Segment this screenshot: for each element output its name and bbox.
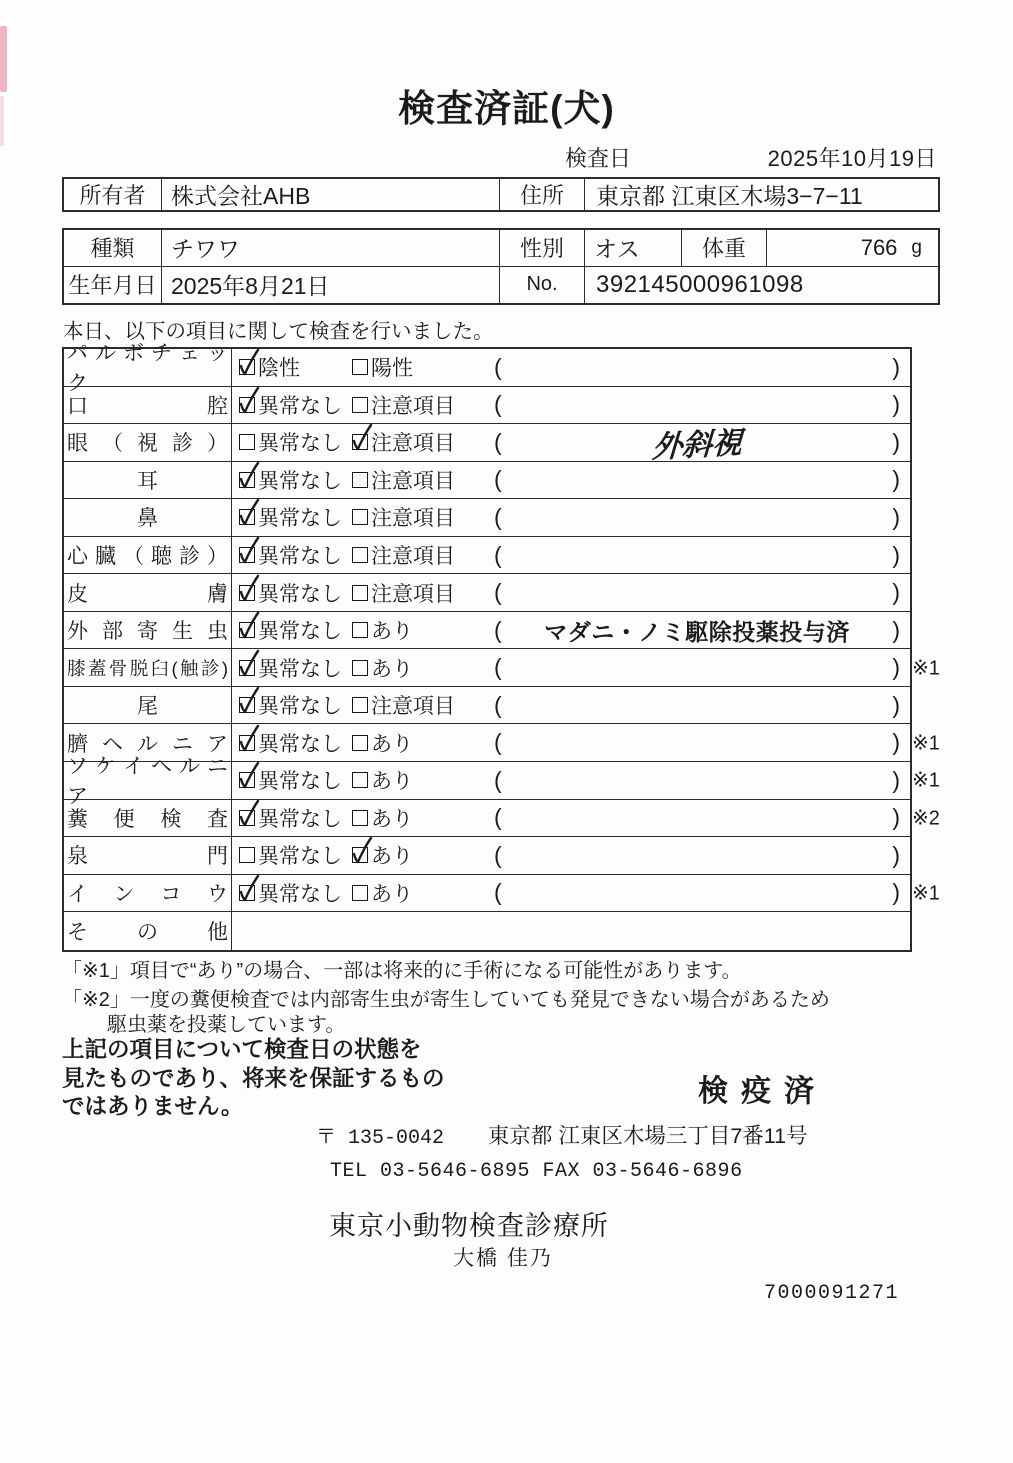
- disclaimer-text: [62, 1036, 445, 1122]
- paren-close: ): [892, 579, 900, 606]
- checklist-item-label-cell: [64, 499, 232, 536]
- checkbox-icon: [352, 885, 368, 901]
- intro-text: 本日、以下の項目に関して検査を行いました。: [63, 320, 494, 343]
- checkmark-icon: [236, 348, 262, 378]
- weight-value: 766: [860, 234, 898, 260]
- checklist-item-label: 膝蓋骨脱臼(触診): [67, 657, 228, 679]
- checkmark-icon: [349, 423, 375, 453]
- paren-close: ): [892, 616, 900, 643]
- footnote-2-continued: 駆虫薬を投薬しています。: [107, 1014, 346, 1036]
- checklist-row: [64, 687, 910, 725]
- checklist-item-label: 糞 便 検 査: [67, 807, 228, 831]
- paren-open: (: [494, 466, 502, 493]
- remarks-area: [494, 649, 900, 686]
- checkbox-icon: [239, 697, 255, 713]
- option2-label: 注意項目: [371, 545, 455, 568]
- option2-label: あり: [371, 732, 413, 756]
- remarks-text: 外斜視: [650, 425, 743, 466]
- checklist-item-content: [232, 837, 910, 874]
- option1-label: 異常なし: [258, 469, 342, 493]
- checkmark-icon: [236, 461, 262, 491]
- checkbox-icon: [352, 622, 368, 638]
- checkmark-icon: [236, 799, 262, 829]
- remarks-area: [494, 612, 900, 649]
- checklist-item-label-cell: [64, 800, 232, 837]
- option1: [239, 653, 342, 683]
- paren-open: (: [494, 616, 502, 643]
- checklist-item-label: 眼 （ 視 診 ）: [67, 432, 228, 456]
- checklist-row: [64, 912, 910, 950]
- inspection-date-row: [62, 142, 940, 170]
- checklist-item-label: 鼻: [137, 507, 158, 531]
- option2-label: 陽性: [371, 357, 413, 381]
- paren-close: ): [892, 804, 900, 831]
- checkbox-icon: [239, 735, 255, 751]
- checkbox-icon: [352, 735, 368, 751]
- paren-open: (: [494, 729, 502, 756]
- checklist-item-label-cell: [64, 342, 232, 396]
- animal-row-2: [64, 267, 938, 304]
- option2-label: 注意項目: [371, 432, 455, 456]
- option1-label: 異常なし: [258, 845, 342, 869]
- remarks-area: [494, 875, 900, 912]
- inspection-date-label: 検査日: [565, 146, 632, 171]
- option1: [239, 878, 342, 908]
- option1-label: 異常なし: [258, 882, 342, 906]
- checklist-item-content: [232, 649, 940, 686]
- option1-label: 異常なし: [258, 394, 342, 418]
- checkmark-icon: [236, 761, 262, 791]
- owner-value: 株式会社AHB: [171, 183, 311, 209]
- remarks-area: [494, 349, 900, 386]
- checkbox-icon: [352, 585, 368, 601]
- sex-value: オス: [585, 230, 682, 266]
- option2: [352, 653, 413, 683]
- breed-value: チワワ: [171, 236, 240, 263]
- option1: [239, 502, 342, 532]
- checklist-item-content: [232, 612, 910, 649]
- checkbox-icon: [239, 397, 255, 413]
- remarks-area: [494, 537, 900, 574]
- option1-label: 異常なし: [258, 507, 342, 531]
- checklist-item-label: パ ル ボ チ ェ ッ ク: [67, 342, 228, 396]
- checkbox-icon: [239, 622, 255, 638]
- checklist-item-content: [232, 800, 940, 837]
- checklist-row: [64, 342, 910, 396]
- footnote-mark: ※1: [912, 769, 940, 792]
- footnote-mark: ※1: [912, 732, 940, 755]
- weight-label: 体重: [682, 230, 767, 266]
- paren-open: (: [494, 503, 502, 530]
- option1: [239, 765, 342, 795]
- checkbox-icon: [239, 660, 255, 676]
- option1: [239, 390, 342, 420]
- paren-open: (: [494, 654, 502, 681]
- checklist-item-label-cell: [64, 755, 232, 809]
- option1-label: 異常なし: [258, 545, 342, 568]
- checklist-row: [64, 612, 910, 650]
- option2: [352, 540, 455, 570]
- microchip-no-value: 392145000961098: [596, 270, 804, 298]
- option2: [352, 728, 413, 758]
- option1: [239, 728, 342, 758]
- checkmark-icon: [236, 724, 262, 754]
- option2-label: あり: [371, 882, 413, 906]
- paren-open: (: [494, 879, 502, 906]
- checklist-item-label-cell: [64, 837, 232, 874]
- option2-label: 注意項目: [371, 394, 455, 418]
- option2: [352, 840, 413, 870]
- option2-label: あり: [371, 657, 413, 681]
- paren-open: (: [494, 353, 502, 380]
- checkbox-icon: [239, 547, 255, 563]
- remarks-text: マダニ・ノミ駆除投薬投与済: [544, 618, 850, 645]
- clinic-name: 東京小動物検査診療所: [329, 1211, 609, 1241]
- checklist-item-content: [232, 574, 910, 611]
- checklist-item-label: そ の 他: [67, 920, 228, 944]
- option2-label: あり: [371, 620, 413, 644]
- option1-label: 異常なし: [258, 432, 342, 456]
- checkbox-icon: [239, 585, 255, 601]
- clinic-postal-row: [316, 1119, 808, 1150]
- paren-close: ): [892, 353, 900, 380]
- checklist-item-label-cell: [64, 574, 232, 611]
- checkbox-icon: [239, 810, 255, 826]
- checkbox-icon: [352, 509, 368, 525]
- checkbox-icon: [239, 434, 255, 450]
- checkbox-icon: [352, 359, 368, 375]
- remarks-area: [494, 462, 900, 499]
- checklist-item-label: 耳: [137, 469, 158, 493]
- address-label: 住所: [499, 179, 585, 210]
- checkbox-icon: [352, 847, 368, 863]
- checkmark-icon: [236, 536, 262, 566]
- checklist-row: [64, 837, 910, 875]
- paren-close: ): [892, 503, 900, 530]
- checklist-row: [64, 424, 910, 466]
- paren-close: ): [892, 466, 900, 493]
- option1: [239, 690, 342, 720]
- checklist-item-label-cell: [64, 387, 232, 424]
- checklist-item-label-cell: [64, 687, 232, 724]
- checklist-row: [64, 800, 940, 838]
- checkbox-icon: [239, 847, 255, 863]
- option2: [352, 878, 413, 908]
- checklist-item-label: 尾: [137, 695, 158, 719]
- checklist-table: [62, 342, 940, 952]
- option2-label: あり: [371, 845, 413, 869]
- quarantine-stamp: 検疫済: [698, 1075, 827, 1108]
- checklist-item-label: イ ン コ ウ: [67, 882, 228, 906]
- option2-label: 注意項目: [371, 582, 455, 606]
- checkbox-icon: [352, 697, 368, 713]
- animal-row-1: [64, 230, 938, 267]
- footnote-2: 「※2」一度の糞便検査では内部寄生虫が寄生していても発見できない場合があるため: [62, 989, 830, 1011]
- serial-number: 7000091271: [764, 1282, 900, 1305]
- option1: [239, 465, 342, 495]
- owner-table: [62, 177, 940, 212]
- option1: [239, 615, 342, 645]
- checklist-item-label-cell: [64, 612, 232, 649]
- paren-close: ): [892, 841, 900, 868]
- checklist-row: [64, 649, 940, 687]
- option2-label: 注意項目: [371, 507, 455, 531]
- checkbox-icon: [239, 359, 255, 375]
- checklist-row: [64, 462, 910, 500]
- disclaimer-line-3: ではありません。: [62, 1094, 244, 1119]
- option1: [239, 427, 342, 457]
- animal-table: [62, 228, 940, 305]
- option2-label: 注意項目: [371, 469, 455, 493]
- checkmark-icon: [236, 611, 262, 641]
- paren-open: (: [494, 391, 502, 418]
- checklist-item-content: [232, 499, 910, 536]
- option1-label: 異常なし: [258, 770, 342, 794]
- option1-label: 異常なし: [258, 582, 342, 606]
- paren-open: (: [494, 841, 502, 868]
- option1: [239, 540, 342, 570]
- checkbox-icon: [352, 772, 368, 788]
- option1-label: 異常なし: [258, 695, 342, 719]
- checklist-item-content: [232, 687, 910, 724]
- option2-label: あり: [371, 807, 413, 831]
- postal-code: 〒 135-0042: [316, 1127, 445, 1150]
- checklist-item-label-cell: [64, 424, 232, 461]
- owner-label: 所有者: [64, 179, 162, 210]
- birthdate-value: 2025年8月21日: [171, 273, 330, 300]
- birthdate-label: 生年月日: [64, 267, 162, 304]
- disclaimer-line-1: 上記の項目について検査日の状態を: [62, 1037, 422, 1062]
- paren-close: ): [892, 654, 900, 681]
- checklist-item-label: 心 臓 （ 聴 診 ）: [67, 545, 228, 568]
- paren-close: ): [892, 879, 900, 906]
- checklist-item-label-cell: [64, 537, 232, 574]
- paren-open: (: [494, 428, 502, 455]
- option2-label: あり: [371, 770, 413, 794]
- paren-open: (: [494, 541, 502, 568]
- option2: [352, 502, 455, 532]
- footnote-mark: ※1: [912, 657, 940, 680]
- sex-label: 性別: [499, 230, 585, 266]
- veterinarian-name: 大橋 佳乃: [453, 1247, 553, 1270]
- clinic-tel-fax: TEL 03-5646-6895 FAX 03-5646-6896: [330, 1160, 743, 1183]
- option1: [239, 578, 342, 608]
- checkmark-icon: [236, 649, 262, 679]
- remarks-area: [494, 424, 900, 466]
- option2: [352, 578, 455, 608]
- option2: [352, 352, 413, 382]
- checklist-item-label: 臍 ヘ ル ニ ア: [67, 732, 228, 756]
- option1: [239, 803, 342, 833]
- checklist-item-content: [232, 462, 910, 499]
- option2: [352, 690, 455, 720]
- checklist-item-label-cell: [64, 462, 232, 499]
- remarks-area: [494, 800, 900, 837]
- address-value: 東京都 江東区木場3−7−11: [596, 183, 863, 209]
- remarks-area: [494, 499, 900, 536]
- checkbox-icon: [239, 772, 255, 788]
- checkbox-icon: [239, 472, 255, 488]
- checkbox-icon: [352, 810, 368, 826]
- remarks-area: [494, 687, 900, 724]
- checklist-item-label-cell: [64, 912, 232, 950]
- microchip-no-label: No.: [499, 267, 585, 304]
- checklist-row: [64, 574, 910, 612]
- checklist-row: [64, 499, 910, 537]
- checklist-item-label: 皮 膚: [67, 582, 228, 606]
- option2: [352, 803, 413, 833]
- checkmark-icon: [349, 836, 375, 866]
- checkbox-icon: [352, 660, 368, 676]
- option2: [352, 465, 455, 495]
- checkmark-icon: [236, 386, 262, 416]
- paren-open: (: [494, 579, 502, 606]
- paren-close: ): [892, 766, 900, 793]
- paren-close: ): [892, 729, 900, 756]
- remarks-area: [494, 837, 900, 874]
- option2-label: 注意項目: [371, 695, 455, 719]
- paren-close: ): [892, 541, 900, 568]
- checklist-row: [64, 875, 940, 913]
- breed-label: 種類: [64, 230, 162, 266]
- weight-unit: g: [911, 236, 922, 258]
- checkmark-icon: [236, 574, 262, 604]
- checklist-item-label-cell: [64, 875, 232, 912]
- checkbox-icon: [352, 434, 368, 450]
- footnote-1: 「※1」項目で“あり”の場合、一部は将来的に手術になる可能性があります。: [62, 960, 742, 982]
- disclaimer-line-2: 見たものであり、将来を保証するもの: [62, 1065, 445, 1091]
- option2: [352, 615, 413, 645]
- remarks-area: [494, 724, 900, 761]
- paren-close: ): [892, 391, 900, 418]
- remarks-area: [494, 762, 900, 799]
- checkbox-icon: [239, 885, 255, 901]
- remarks-area: [494, 574, 900, 611]
- checkbox-icon: [352, 397, 368, 413]
- checklist-item-label: 泉 門: [67, 845, 228, 869]
- checklist-row: [64, 537, 910, 575]
- checkbox-icon: [352, 547, 368, 563]
- option1: [239, 840, 342, 870]
- checklist-item-label: 口 腔: [67, 394, 228, 418]
- paren-close: ): [892, 428, 900, 455]
- checkmark-icon: [236, 498, 262, 528]
- weight-value-cell: [767, 230, 938, 266]
- checklist-item-content: [232, 724, 940, 761]
- checklist-item-content: [232, 349, 910, 386]
- footnote-mark: ※1: [912, 882, 940, 905]
- option1-label: 陰性: [258, 357, 300, 381]
- checklist-item-content: [232, 762, 940, 799]
- footnote-mark: ※2: [912, 807, 940, 830]
- paren-open: (: [494, 691, 502, 718]
- option1-label: 異常なし: [258, 620, 342, 644]
- option1: [239, 352, 300, 382]
- checklist-item-content: [232, 875, 940, 912]
- paren-close: ): [892, 691, 900, 718]
- paren-open: (: [494, 766, 502, 793]
- option2: [352, 765, 413, 795]
- checklist-item-content: [232, 912, 910, 950]
- option1-label: 異常なし: [258, 732, 342, 756]
- option1-label: 異常なし: [258, 807, 342, 831]
- checklist-item-label-cell: [64, 649, 232, 686]
- checklist-item-label: ソ ケ イ ヘ ル ニ ア: [67, 755, 228, 809]
- checkmark-icon: [236, 874, 262, 904]
- inspection-date-value: 2025年10月19日: [767, 146, 937, 171]
- checklist-item-content: [232, 424, 910, 466]
- checklist-item-label: 外 部 寄 生 虫: [67, 620, 228, 644]
- option1-label: 異常なし: [258, 657, 342, 681]
- checkbox-icon: [239, 509, 255, 525]
- clinic-address: 東京都 江東区木場三丁目7番11号: [487, 1124, 808, 1148]
- option2: [352, 427, 455, 457]
- document-title: 検査済証(犬): [398, 88, 615, 129]
- paren-open: (: [494, 804, 502, 831]
- checkbox-icon: [352, 472, 368, 488]
- checkmark-icon: [236, 686, 262, 716]
- checklist-item-content: [232, 537, 910, 574]
- checklist-row: [64, 755, 940, 809]
- option2: [352, 390, 455, 420]
